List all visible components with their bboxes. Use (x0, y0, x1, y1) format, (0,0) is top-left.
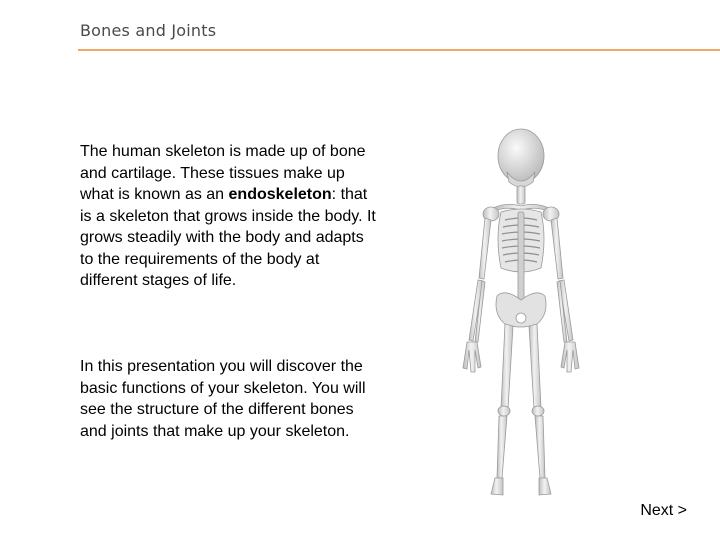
page-title: Bones and Joints (80, 21, 217, 40)
intro-paragraph (80, 141, 380, 292)
skeleton-illustration (445, 128, 595, 498)
intro-text-end: : that is a skeleton that grows inside the body. It grows steadily with the body and adapts to the requirements of the body at different stages of life. (80, 186, 376, 289)
endoskeleton-term: endoskeleton (228, 186, 332, 203)
next-button[interactable]: Next > (640, 502, 687, 519)
presentation-paragraph: In this presentation you will discover the basic functions of your skeleton. You will see the structure of the different bones and joints that make up your skeleton. (80, 358, 366, 440)
header-divider (78, 49, 720, 51)
intro-text-start: The human skeleton is made up of bone and cartilage. These tissues make up what is known as an (80, 143, 366, 203)
